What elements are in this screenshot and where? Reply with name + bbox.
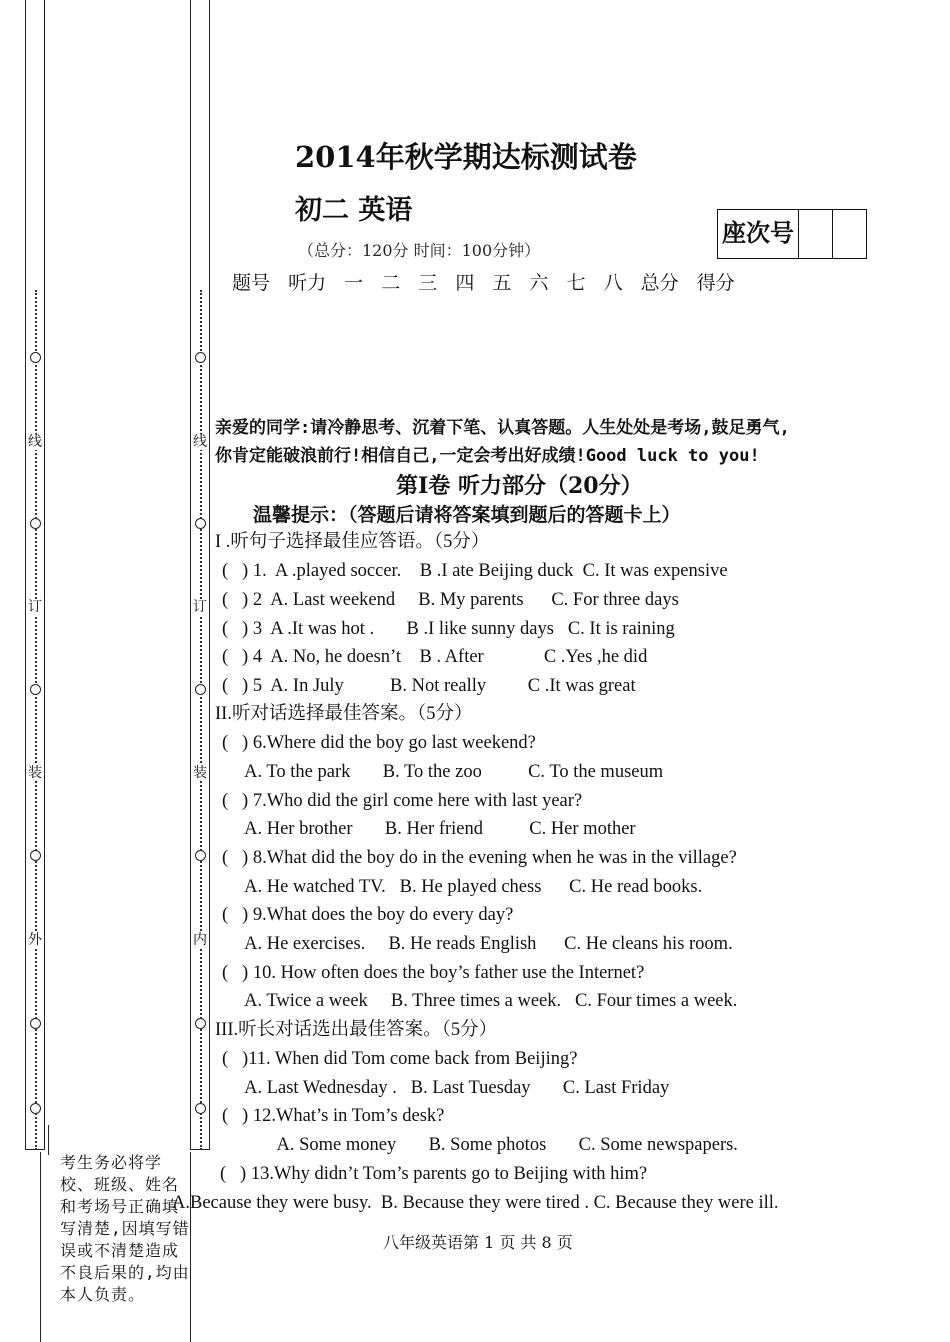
binding-hole xyxy=(195,1103,206,1114)
binding-hole xyxy=(195,352,206,363)
divider-line xyxy=(48,1125,49,1155)
margin-char-wai: 外 xyxy=(28,932,42,948)
answer-options: A. Some money B. Some photos C. Some newspapers. xyxy=(222,1135,738,1155)
answer-options: A.Because they were busy. B. Because they were tired . C. Because they were ill. xyxy=(172,1193,779,1213)
binding-hole xyxy=(30,1018,41,1029)
section-heading: I .听句子选择最佳应答语。（5分） xyxy=(215,532,490,552)
divider-line xyxy=(40,1152,41,1342)
question-line: ( ) 4 A. No, he doesn’t B . After C .Yes ,he did xyxy=(222,647,648,667)
margin-char-nei: 内 xyxy=(193,932,207,948)
margin-char-zhuang: 装 xyxy=(193,765,207,781)
score-col: 四 xyxy=(455,272,475,294)
question-line: ( ) 8.What did the boy do in the evening when he was in the village? xyxy=(222,848,737,868)
score-col: 得分 xyxy=(696,272,735,294)
margin-char-ding: 订 xyxy=(28,599,42,615)
score-col: 题号 xyxy=(232,272,271,294)
answer-options: A. He watched TV. B. He played chess C. He read books. xyxy=(222,877,703,897)
divider-line xyxy=(190,1152,191,1342)
seat-number-label: 座次号 xyxy=(718,210,799,258)
question-line: ( ) 1. A .played soccer. B .I ate Beijing duck C. It was expensive xyxy=(222,561,728,581)
margin-char-xian: 线 xyxy=(28,434,42,450)
score-col: 听力 xyxy=(288,272,327,294)
section-tip: 温馨提示：（答题后请将答案填到题后的答题卡上） xyxy=(253,504,681,526)
margin-char-xian: 线 xyxy=(193,434,207,450)
answer-options: A. He exercises. B. He reads English C. He cleans his room. xyxy=(222,934,733,954)
section-title: 第Ⅰ卷 听力部分（20分） xyxy=(396,473,643,499)
score-col: 六 xyxy=(529,272,549,294)
binding-hole xyxy=(30,518,41,529)
binding-hole xyxy=(195,518,206,529)
question-line: ( ) 7.Who did the girl come here with last year? xyxy=(222,791,583,811)
margin-char-ding: 订 xyxy=(193,599,207,615)
greeting-line: 亲爱的同学:请冷静思考、沉着下笔、认真答题。人生处处是考场,鼓足勇气, xyxy=(215,418,790,438)
seat-number-cell[interactable] xyxy=(799,210,833,258)
margin-char-zhuang: 装 xyxy=(28,765,42,781)
section-heading: II.听对话选择最佳答案。（5分） xyxy=(215,704,473,724)
seat-number-box xyxy=(717,209,867,259)
question-line: ( ) 5 A. In July B. Not really C .It was great xyxy=(222,676,636,696)
examinee-notice: 考生务必将学校、班级、姓名和考场号正确填写清楚,因填写错误或不清楚造成不良后果的,均由本人负责。 xyxy=(60,1153,190,1304)
binding-hole xyxy=(30,850,41,861)
binding-hole xyxy=(30,352,41,363)
question-line: ( ) 6.Where did the boy go last weekend? xyxy=(222,733,536,753)
score-col: 七 xyxy=(566,272,586,294)
binding-hole xyxy=(195,684,206,695)
question-line: ( ) 13.Why didn’t Tom’s parents go to Beijing with him? xyxy=(220,1164,648,1184)
score-col: 八 xyxy=(603,272,623,294)
question-line: ( ) 3 A .It was hot . B .I like sunny days C. It is raining xyxy=(222,619,675,639)
score-col: 二 xyxy=(381,272,401,294)
answer-options: A. Twice a week B. Three times a week. C. Four times a week. xyxy=(222,991,738,1011)
page-footer: 八年级英语第 1 页 共 8 页 xyxy=(383,1233,573,1252)
score-col: 总分 xyxy=(640,272,679,294)
score-table-header xyxy=(232,268,744,295)
answer-options: A. Last Wednesday . B. Last Tuesday C. Last Friday xyxy=(222,1078,670,1098)
greeting-line: 你肯定能破浪前行!相信自己,一定会考出好成绩!Good luck to you! xyxy=(215,446,760,466)
greeting xyxy=(215,414,915,470)
seat-number-cell[interactable] xyxy=(833,210,866,258)
page-title: 2014年秋学期达标测试卷 xyxy=(295,140,637,174)
question-line: ( ) 9.What does the boy do every day? xyxy=(222,905,514,925)
binding-hole xyxy=(195,1018,206,1029)
score-col: 一 xyxy=(344,272,364,294)
question-line: ( ) 10. How often does the boy’s father use the Internet? xyxy=(222,963,645,983)
binding-hole xyxy=(195,850,206,861)
score-col: 五 xyxy=(492,272,512,294)
page-subtitle: 初二 英语 xyxy=(295,195,413,226)
exam-info: （总分：120分 时间：100分钟） xyxy=(298,241,541,260)
binding-hole xyxy=(30,684,41,695)
binding-hole xyxy=(30,1103,41,1114)
section-heading: III.听长对话选出最佳答案。（5分） xyxy=(215,1020,498,1040)
answer-options: A. Her brother B. Her friend C. Her mother xyxy=(222,819,636,839)
question-line: ( )11. When did Tom come back from Beijing? xyxy=(222,1049,578,1069)
answer-options: A. To the park B. To the zoo C. To the museum xyxy=(222,762,664,782)
score-col: 三 xyxy=(418,272,438,294)
question-line: ( ) 12.What’s in Tom’s desk? xyxy=(222,1106,445,1126)
question-line: ( ) 2 A. Last weekend B. My parents C. For three days xyxy=(222,590,679,610)
